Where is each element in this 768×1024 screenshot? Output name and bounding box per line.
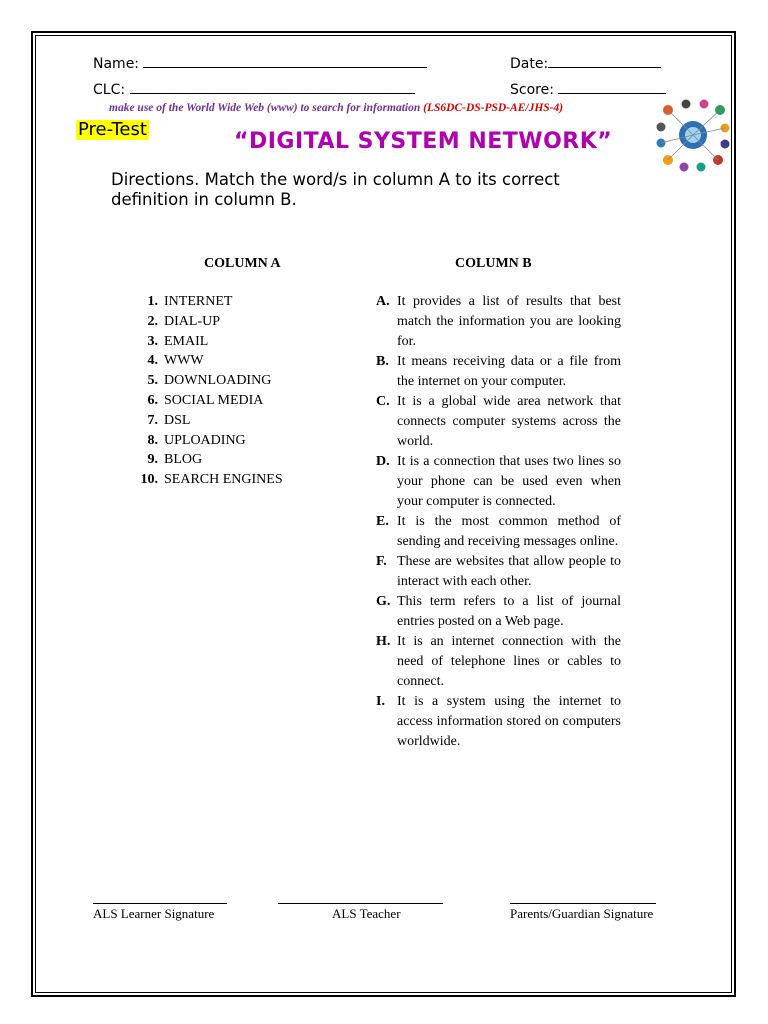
instruction-text: make use of the World Wide Web (www) to search for information (109, 102, 421, 114)
competency-code: (LS6DC-DS-PSD-AE/JHS-4) (423, 102, 564, 114)
list-item: F. These are websites that allow people to interact with each other. (376, 554, 621, 589)
parent-signature-line[interactable] (510, 903, 656, 904)
parent-signature-label: Parents/Guardian Signature (510, 906, 654, 921)
column-b-heading: COLUMN B (455, 256, 532, 271)
clc-field (93, 81, 415, 98)
column-b-list (376, 292, 621, 752)
column-a-list (128, 292, 283, 490)
date-field (510, 55, 661, 72)
instruction-line (109, 102, 563, 114)
score-label: Score: (510, 82, 554, 98)
pretest-label: Pre-Test (78, 119, 147, 140)
list-item: 8. UPLOADING (147, 432, 246, 448)
directions-text: Directions. Match the word/s in column A to its correct definition in column B. (111, 170, 560, 209)
list-item: 1. INTERNET (147, 294, 233, 309)
list-item: E. It is the most common method of sending and receiving messages online. (376, 514, 621, 549)
worksheet-title: “DIGITAL SYSTEM NETWORK” (234, 129, 613, 154)
name-line[interactable] (143, 55, 427, 68)
learner-signature-line[interactable] (93, 903, 227, 904)
list-item: A. It provides a list of results that best match the information you are looking for. (376, 294, 621, 349)
list-item: G. This term refers to a list of journal entries posted on a Web page. (376, 594, 621, 629)
network-icons-illustration (656, 98, 730, 172)
teacher-signature-line[interactable] (278, 903, 443, 904)
list-item: 6. SOCIAL MEDIA (147, 392, 264, 408)
column-a-heading: COLUMN A (204, 256, 281, 271)
list-item: 2. DIAL-UP (147, 313, 220, 329)
date-label: Date: (510, 56, 549, 72)
teacher-signature-label: ALS Teacher (332, 906, 401, 921)
list-item: 4. WWW (147, 353, 204, 369)
name-field (93, 55, 427, 72)
score-field (510, 81, 666, 98)
list-item: I. It is a system using the internet to access information stored on computers worldwide. (376, 694, 621, 749)
list-item: 3. EMAIL (147, 333, 209, 349)
list-item: B. It means receiving data or a file from the internet on your computer. (376, 354, 621, 389)
score-line[interactable] (558, 81, 666, 94)
list-item: 9. BLOG (147, 452, 203, 468)
clc-line[interactable] (130, 81, 415, 94)
list-item: 5. DOWNLOADING (147, 373, 272, 389)
list-item: 10. SEARCH ENGINES (140, 472, 283, 488)
name-label: Name: (93, 56, 140, 72)
clc-label: CLC: (93, 82, 126, 98)
learner-signature-label: ALS Learner Signature (93, 906, 215, 921)
date-line[interactable] (548, 55, 661, 68)
list-item: 7. DSL (147, 412, 191, 428)
list-item: C. It is a global wide area network that connects computer systems across the world. (376, 394, 621, 449)
list-item: H. It is an internet connection with the need of telephone lines or cables to connect. (376, 634, 621, 689)
list-item: D. It is a connection that uses two lines so your phone can be used even when your computer is connected. (376, 454, 621, 509)
